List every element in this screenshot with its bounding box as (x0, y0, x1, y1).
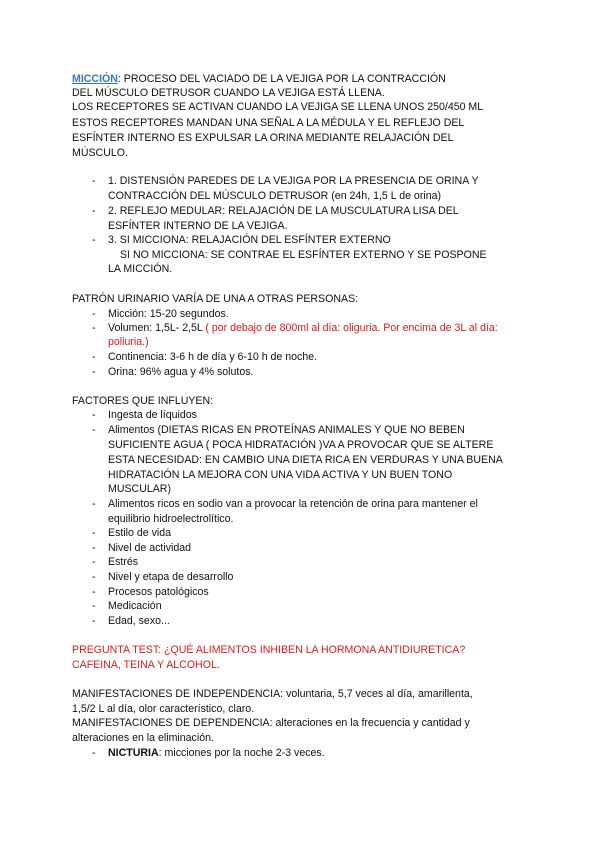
nicturia-item (108, 746, 325, 760)
phase-3-line-3: LA MICCIÓN. (108, 263, 173, 275)
list-dash: - (92, 205, 96, 217)
factor-alimentos-line-2: SUFICIENTE AGUA ( POCA HIDRATACIÓN )VA A PROVOCAR QUE SE ALTERE (108, 439, 494, 451)
intro-definition: : PROCESO DEL VACIADO DE LA VEJIGA POR LA CONTRACCIÓN (117, 73, 446, 85)
list-dash: - (92, 600, 96, 612)
intro-line-1 (72, 72, 446, 86)
patron-item-volumen (108, 321, 498, 335)
list-dash: - (92, 747, 96, 759)
patron-item-miccion: Micción: 15-20 segundos. (108, 308, 229, 320)
patron-item-continencia: Continencia: 3-6 h de día y 6-10 h de noche. (108, 351, 318, 363)
factor-desarrollo: Nivel y etapa de desarrollo (108, 571, 234, 583)
volumen-note-cont: poliuria.) (108, 336, 149, 348)
list-dash: - (92, 234, 96, 246)
factor-nivel-actividad: Nivel de actividad (108, 542, 192, 554)
patron-heading: PATRÓN URINARIO VARÍA DE UNA A OTRAS PERSONAS: (72, 293, 359, 305)
phase-3-line-1: 3. SI MICCIONA: RELAJACIÓN DEL ESFÍNTER EXTERNO (108, 234, 391, 246)
list-dash: - (92, 308, 96, 320)
list-dash: - (92, 366, 96, 378)
list-dash: - (92, 175, 96, 187)
intro-line-5: ESFÍNTER INTERNO ES EXPULSAR LA ORINA MEDIANTE RELAJACIÓN DEL (72, 132, 454, 144)
list-dash: - (92, 409, 96, 421)
factor-estilo-vida: Estilo de vida (108, 527, 172, 539)
phase-2-line-1: 2. REFLEJO MEDULAR: RELAJACIÓN DE LA MUSCULATURA LISA DEL (108, 205, 459, 217)
factor-medicacion: Medicación (108, 600, 162, 612)
nicturia-text: : micciones por la noche 2-3 veces. (158, 747, 325, 759)
patron-item-orina: Orina: 96% agua y 4% solutos. (108, 366, 254, 378)
dependencia-line-1: MANIFESTACIONES DE DEPENDENCIA: alteraciones en la frecuencia y cantidad y (72, 717, 470, 729)
factor-sodio-line-1: Alimentos ricos en sodio van a provocar la retención de orina para mantener el (108, 498, 478, 510)
list-dash: - (92, 542, 96, 554)
phase-3-line-2: SI NO MICCIONA: SE CONTRAE EL ESFÍNTER EXTERNO Y SE POSPONE (120, 249, 487, 261)
list-dash: - (92, 424, 96, 436)
factor-sodio-line-2: equilibrio hidroelectrolítico. (108, 513, 234, 525)
nicturia-label: NICTURIA (108, 747, 159, 759)
list-dash: - (92, 527, 96, 539)
dependencia-line-2: alteraciones en la eliminación. (72, 732, 214, 744)
list-dash: - (92, 351, 96, 363)
phase-1-line-2: CONTRACCIÓN DEL MÚSCULO DETRUSOR (en 24h, 1,5 L de orina) (108, 190, 442, 202)
pregunta-test-line-2: CAFEINA, TEINA Y ALCOHOL. (72, 659, 220, 671)
list-dash: - (92, 586, 96, 598)
miccion-title-link[interactable]: MICCIÓN (72, 73, 118, 85)
factor-estres: Estrés (108, 556, 139, 568)
factor-alimentos-line-1: Alimentos (DIETAS RICAS EN PROTEÍNAS ANIMALES Y QUE NO BEBEN (108, 424, 465, 436)
volumen-note: ( por debajo de 800ml al día: oliguria. Por encima de 3L al día: (205, 322, 498, 334)
factores-heading: FACTORES QUE INFLUYEN: (72, 395, 214, 407)
intro-line-2: DEL MÚSCULO DETRUSOR CUANDO LA VEJIGA ESTÁ LLENA. (72, 87, 385, 99)
phase-1-line-1: 1. DISTENSIÓN PAREDES DE LA VEJIGA POR LA PRESENCIA DE ORINA Y (108, 175, 479, 187)
list-dash: - (92, 556, 96, 568)
factor-edad-sexo: Edad, sexo... (108, 615, 170, 627)
phase-2-line-2: ESFÍNTER INTERNO DE LA VEJIGA. (108, 220, 288, 232)
factor-ingesta: Ingesta de líquidos (108, 409, 197, 421)
list-dash: - (92, 571, 96, 583)
intro-line-4: ESTOS RECEPTORES MANDAN UNA SEÑAL A LA MÉDULA Y EL REFLEJO DEL (72, 117, 465, 129)
factor-procesos: Procesos patológicos (108, 586, 209, 598)
list-dash: - (92, 615, 96, 627)
factor-alimentos-line-4: HIDRATACIÓN LA MEJORA CON UNA VIDA ACTIVA Y UN BUEN TONO (108, 469, 453, 481)
intro-line-3: LOS RECEPTORES SE ACTIVAN CUANDO LA VEJIGA SE LLENA UNOS 250/450 ML (72, 101, 484, 113)
volumen-text: Volumen: 1,5L- 2,5L (108, 322, 206, 334)
factor-alimentos-line-3: ESTA NECESIDAD: EN CAMBIO UNA DIETA RICA EN VERDURAS Y UNA BUENA (108, 454, 503, 466)
pregunta-test-line-1: PREGUNTA TEST: ¿QUÉ ALIMENTOS INHIBEN LA HORMONA ANTIDIURETICA? (72, 644, 466, 656)
list-dash: - (92, 322, 96, 334)
list-dash: - (92, 498, 96, 510)
intro-line-6: MÚSCULO. (72, 147, 128, 159)
independencia-line-2: 1,5/2 L al día, olor característico, claro. (72, 703, 255, 715)
independencia-line-1: MANIFESTACIONES DE INDEPENDENCIA: voluntaria, 5,7 veces al día, amarillenta, (72, 688, 473, 700)
factor-alimentos-line-5: MUSCULAR) (108, 483, 171, 495)
